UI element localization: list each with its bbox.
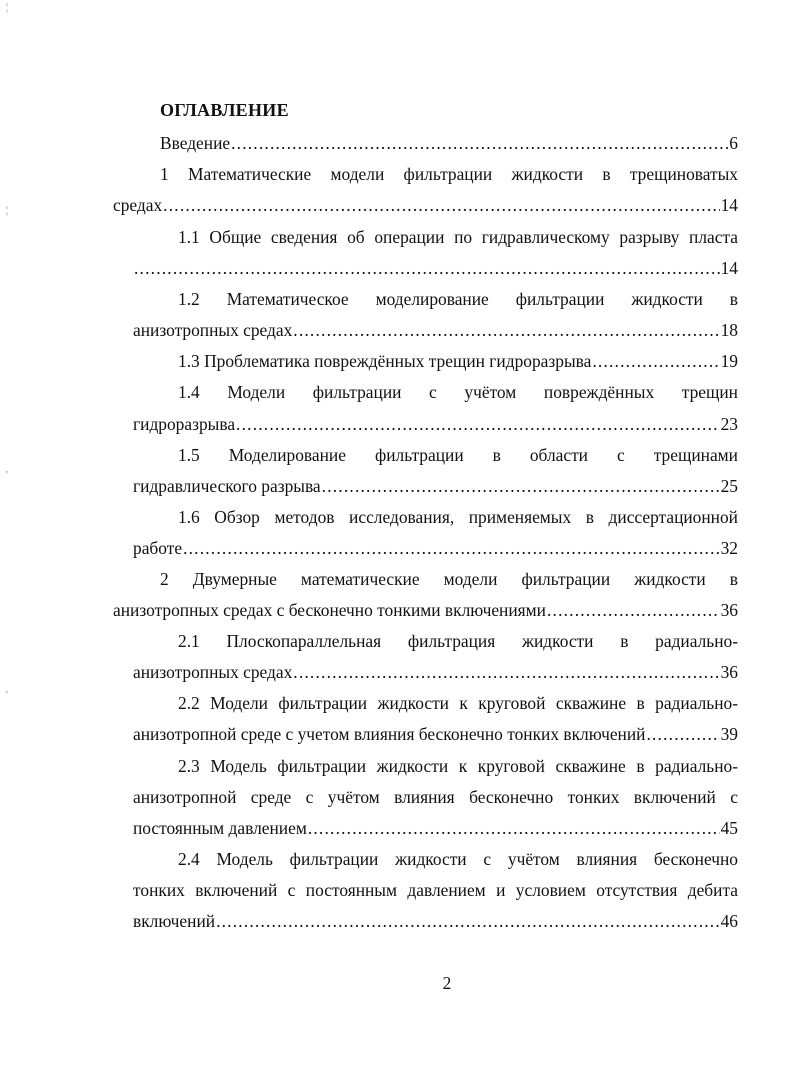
toc-entry-title: Введение	[160, 133, 231, 153]
dot-leader	[216, 910, 720, 932]
toc-entry-title-line2: анизотропной среде с учетом влияния бесконечно тонких включений	[133, 724, 646, 744]
toc-entry-section-1-4-cont[interactable]	[133, 413, 738, 435]
toc-entry-section-1-1-cont[interactable]	[133, 257, 738, 279]
toc-entry-title-line1: 1 Математические модели фильтрации жидкости в трещиноватых	[160, 164, 738, 184]
toc-entry-page: 45	[720, 818, 738, 838]
toc-entry-page: 14	[720, 258, 738, 278]
toc-entry-section-2-2-cont[interactable]	[133, 723, 738, 745]
toc-entry-title-line1: 2.2 Модели фильтрации жидкости к круговой скважине в радиально-	[178, 693, 738, 713]
toc-entry-chapter-1-cont[interactable]	[113, 194, 738, 216]
toc-entry-page: 32	[720, 538, 738, 558]
dot-leader	[293, 319, 719, 341]
toc-entry-section-1-2[interactable]	[178, 288, 738, 310]
dot-leader	[183, 537, 720, 559]
toc-entry-section-2-2[interactable]	[178, 692, 738, 714]
toc-entry-title-line2: анизотропных средах	[133, 320, 293, 340]
toc-entry-section-2-4-cont[interactable]	[133, 879, 738, 901]
toc-entry-section-1-2-cont[interactable]	[133, 319, 738, 341]
toc-entry-section-2-4[interactable]	[178, 848, 738, 870]
toc-entry-chapter-2-cont[interactable]	[113, 599, 738, 621]
toc-entry-title-line3: включений	[133, 911, 216, 931]
toc-entry-section-2-1-cont[interactable]	[133, 661, 738, 683]
toc-entry-title-line2: анизотропных средах с бесконечно тонкими включениями	[113, 600, 546, 620]
toc-entry-title-line3: постоянным давлением	[133, 818, 307, 838]
toc-entry-title-line1: 1.2 Математическое моделирование фильтрации жидкости в	[178, 289, 738, 309]
scan-artifact: '	[6, 690, 8, 701]
toc-entry-page: 14	[720, 195, 738, 215]
toc-entry-section-1-1[interactable]	[178, 226, 738, 248]
dot-leader	[592, 350, 719, 372]
toc-entry-page: 36	[720, 662, 738, 682]
toc-entry-title-line2: работе	[133, 538, 183, 558]
dot-leader	[646, 723, 719, 745]
toc-entry-title-line2: анизотропной среде с учётом влияния бесконечно тонких включений с	[133, 787, 738, 807]
toc-entry-title-line1: 1.6 Обзор методов исследования, применяемых в диссертационной	[178, 507, 738, 527]
toc-entry-title-line1: 2 Двумерные математические модели фильтрации жидкости в	[160, 569, 738, 589]
toc-entry-page: 19	[720, 351, 738, 371]
toc-entry-title-line1: 1.1 Общие сведения об операции по гидравлическому разрыву пласта	[178, 227, 738, 247]
toc-entry-section-1-5[interactable]	[178, 444, 738, 466]
toc-entry-title-line2: средах	[113, 195, 163, 215]
dot-leader	[308, 817, 720, 839]
toc-entry-title-line2: тонких включений с постоянным давлением и условием отсутствия дебита	[133, 880, 738, 900]
dot-leader	[322, 475, 720, 497]
toc-entry-section-1-4[interactable]	[178, 381, 738, 403]
scan-artifact: ¦	[6, 205, 9, 216]
toc-entry-title-line2: анизотропных средах	[133, 662, 293, 682]
toc-entry-section-1-6[interactable]	[178, 506, 738, 528]
dot-leader	[134, 257, 720, 279]
page-title: ОГЛАВЛЕНИЕ	[160, 100, 289, 120]
page-number: 2	[442, 973, 452, 993]
toc-entry-title-line2: гидроразрыва	[133, 414, 236, 434]
toc-entry-page: 36	[720, 600, 738, 620]
dot-leader	[547, 599, 720, 621]
toc-entry-title-line1: 1.4 Модели фильтрации с учётом повреждённых трещин	[178, 382, 738, 402]
toc-entry-section-1-3[interactable]	[178, 350, 738, 372]
toc-entry-introduction[interactable]	[160, 132, 738, 154]
scan-artifact: ¦	[6, 2, 9, 13]
scan-artifact: '	[6, 470, 8, 481]
toc-entry-chapter-2[interactable]	[160, 568, 738, 590]
toc-entry-section-2-3[interactable]	[178, 755, 738, 777]
toc-entry-page: 25	[720, 476, 738, 496]
toc-entry-section-2-1[interactable]	[178, 630, 738, 652]
toc-entry-title-line1: 2.3 Модель фильтрации жидкости к круговой скважине в радиально-	[178, 756, 738, 776]
toc-entry-page: 46	[720, 911, 738, 931]
dot-leader	[236, 413, 720, 435]
toc-entry-section-1-5-cont[interactable]	[133, 475, 738, 497]
toc-entry-page: 6	[729, 133, 738, 153]
dot-leader	[231, 132, 728, 154]
toc-entry-title-line2: гидравлического разрыва	[133, 476, 321, 496]
toc-entry-section-2-4-cont2[interactable]	[133, 910, 738, 932]
toc-entry-title-line1: 2.1 Плоскопараллельная фильтрация жидкости в радиально-	[178, 631, 738, 651]
toc-entry-section-2-3-cont2[interactable]	[133, 817, 738, 839]
toc-entry-page: 23	[720, 414, 738, 434]
toc-entry-chapter-1[interactable]	[160, 163, 738, 185]
toc-entry-title: 1.3 Проблематика повреждённых трещин гидроразрыва	[178, 351, 592, 371]
toc-entry-page: 39	[720, 724, 738, 744]
toc-entry-section-2-3-cont[interactable]	[133, 786, 738, 808]
toc-entry-title-line1: 2.4 Модель фильтрации жидкости с учётом влияния бесконечно	[178, 849, 738, 869]
toc-entry-page: 18	[720, 320, 738, 340]
toc-entry-section-1-6-cont[interactable]	[133, 537, 738, 559]
dot-leader	[163, 194, 719, 216]
dot-leader	[293, 661, 719, 683]
toc-entry-title-line1: 1.5 Моделирование фильтрации в области с трещинами	[178, 445, 738, 465]
